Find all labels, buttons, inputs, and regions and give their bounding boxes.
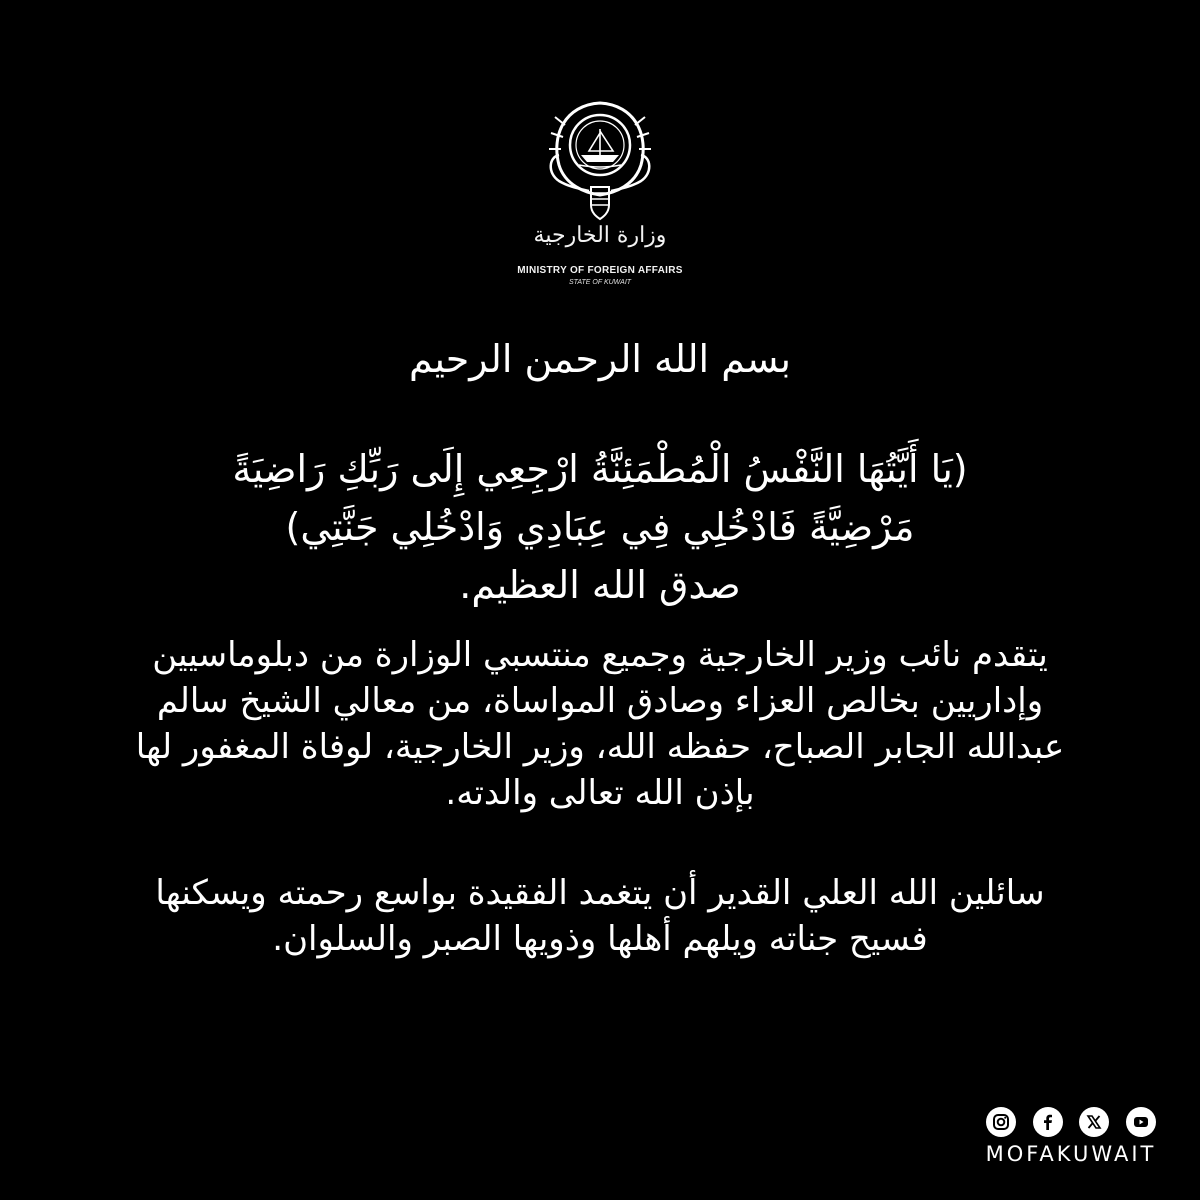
paragraph-line: بإذن الله تعالى والدته.	[445, 773, 755, 813]
paragraph-line: سائلين الله العلي القدير أن يتغمد الفقيدة بواسع رحمته ويسكنها	[155, 873, 1045, 913]
youtube-icon[interactable]	[1126, 1107, 1156, 1137]
facebook-icon[interactable]	[1033, 1107, 1063, 1137]
instagram-icon[interactable]	[986, 1107, 1016, 1137]
paragraph-line: يتقدم نائب وزير الخارجية وجميع منتسبي الوزارة من دبلوماسيين	[152, 635, 1048, 675]
ministry-name-english: MINISTRY OF FOREIGN AFFAIRS	[517, 265, 683, 276]
social-icons	[986, 1104, 1156, 1140]
x-icon[interactable]	[1079, 1107, 1109, 1137]
paragraph-line: فسيح جناته ويلهم أهلها وذويها الصبر والسلوان.	[272, 919, 928, 959]
condolence-paragraph	[60, 632, 1140, 816]
social-handle[interactable]: MOFAKUWAIT	[985, 1142, 1157, 1166]
kuwait-emblem-icon	[545, 95, 655, 225]
state-name-english: STATE OF KUWAIT	[568, 279, 632, 286]
prayer-paragraph	[60, 870, 1140, 962]
paragraph-line: عبدالله الجابر الصباح، حفظه الله، وزير الخارجية، لوفاة المغفور لها	[135, 727, 1065, 767]
ministry-logo	[500, 95, 700, 305]
verse-closing: صدق الله العظيم.	[459, 563, 741, 607]
paragraph-line: وإداريين بخالص العزاء وصادق المواساة، من معالي الشيخ سالم	[156, 681, 1044, 721]
social-footer	[978, 1104, 1164, 1174]
verse-line: مَرْضِيَّةً فَادْخُلِي فِي عِبَادِي وَادْخُلِي جَنَّتِي)	[285, 505, 915, 549]
ministry-name-arabic: وزارة الخارجية	[533, 223, 667, 248]
basmala: بسم الله الرحمن الرحيم	[409, 337, 791, 381]
quran-verse	[80, 440, 1120, 614]
verse-line: (يَا أَيَّتُهَا النَّفْسُ الْمُطْمَئِنَّةُ ارْجِعِي إِلَى رَبِّكِ رَاضِيَةً	[232, 447, 968, 491]
